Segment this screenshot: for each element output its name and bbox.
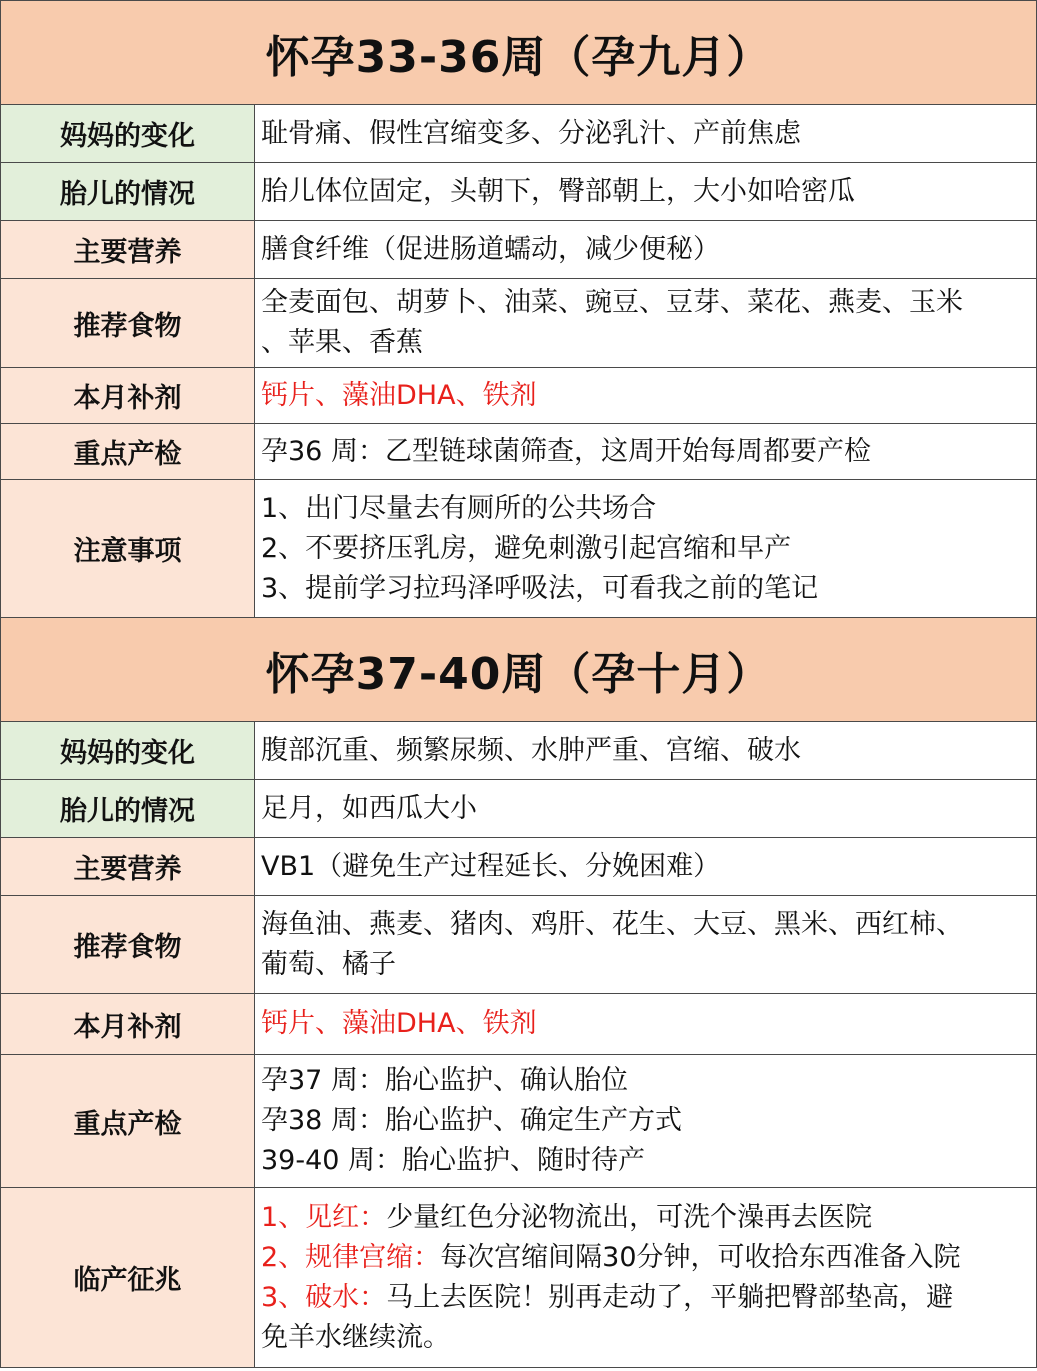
labor-sign-continuation: 免羊水继续流。 bbox=[261, 1321, 450, 1353]
row-value-baby-status: 胎儿体位固定，头朝下，臀部朝上，大小如哈密瓜 bbox=[255, 163, 1037, 221]
note-line: 1、出门尽量去有厕所的公共场合 bbox=[261, 492, 657, 524]
food-line: 葡萄、橘子 bbox=[261, 948, 396, 980]
row-value-baby-status: 足月，如西瓜大小 bbox=[255, 780, 1037, 838]
row-value-supplement: 钙片、藻油DHA、铁剂 bbox=[255, 994, 1037, 1055]
food-line: 全麦面包、胡萝卜、油菜、豌豆、豆芽、菜花、燕麦、玉米 bbox=[261, 287, 963, 318]
row-label-mom-changes: 妈妈的变化 bbox=[1, 105, 255, 163]
note-line: 2、不要挤压乳房，避免刺激引起宫缩和早产 bbox=[261, 532, 792, 564]
section-title-month10: 怀孕37-40周（孕十月） bbox=[1, 618, 1037, 722]
row-label-checkup: 重点产检 bbox=[1, 424, 255, 480]
checkup-line: 孕38 周：胎心监护、确定生产方式 bbox=[261, 1105, 682, 1136]
labor-sign-heading: 1、见红： bbox=[261, 1201, 387, 1233]
row-label-labor-signs: 临产征兆 bbox=[1, 1188, 255, 1368]
row-value-notes bbox=[255, 480, 1037, 618]
labor-sign-item bbox=[261, 1238, 1030, 1278]
row-label-checkup: 重点产检 bbox=[1, 1055, 255, 1188]
row-label-mom-changes: 妈妈的变化 bbox=[1, 722, 255, 780]
row-label-nutrition: 主要营养 bbox=[1, 838, 255, 896]
row-value-supplement: 钙片、藻油DHA、铁剂 bbox=[255, 368, 1037, 424]
labor-sign-item bbox=[261, 1198, 1030, 1238]
row-value-mom-changes: 耻骨痛、假性宫缩变多、分泌乳汁、产前焦虑 bbox=[255, 105, 1037, 163]
row-value-recommended-food bbox=[255, 896, 1037, 994]
row-value-mom-changes: 腹部沉重、频繁尿频、水肿严重、宫缩、破水 bbox=[255, 722, 1037, 780]
row-label-recommended-food: 推荐食物 bbox=[1, 279, 255, 368]
row-label-supplement: 本月补剂 bbox=[1, 994, 255, 1055]
row-label-baby-status: 胎儿的情况 bbox=[1, 163, 255, 221]
labor-sign-item bbox=[261, 1278, 1030, 1318]
labor-sign-text: 每次宫缩间隔30分钟，可收拾东西准备入院 bbox=[440, 1241, 961, 1273]
row-value-nutrition: VB1（避免生产过程延长、分娩困难） bbox=[255, 838, 1037, 896]
row-value-checkup bbox=[255, 1055, 1037, 1188]
row-label-recommended-food: 推荐食物 bbox=[1, 896, 255, 994]
labor-sign-heading: 3、破水： bbox=[261, 1281, 387, 1313]
food-line: 海鱼油、燕麦、猪肉、鸡肝、花生、大豆、黑米、西红柿、 bbox=[261, 908, 963, 940]
row-label-notes: 注意事项 bbox=[1, 480, 255, 618]
labor-sign-text: 马上去医院！别再走动了，平躺把臀部垫高，避 bbox=[386, 1281, 954, 1313]
row-label-supplement: 本月补剂 bbox=[1, 368, 255, 424]
section-title-month9: 怀孕33-36周（孕九月） bbox=[1, 1, 1037, 105]
row-value-nutrition: 膳食纤维（促进肠道蠕动，减少便秘） bbox=[255, 221, 1037, 279]
note-line: 3、提前学习拉玛泽呼吸法，可看我之前的笔记 bbox=[261, 572, 819, 604]
row-value-checkup: 孕36 周：乙型链球菌筛查，这周开始每周都要产检 bbox=[255, 424, 1037, 480]
checkup-line: 39-40 周：胎心监护、随时待产 bbox=[261, 1145, 646, 1176]
food-line: 、苹果、香蕉 bbox=[261, 327, 423, 358]
row-value-recommended-food bbox=[255, 279, 1037, 368]
labor-sign-text: 少量红色分泌物流出，可洗个澡再去医院 bbox=[386, 1201, 873, 1233]
row-value-labor-signs bbox=[255, 1188, 1037, 1368]
checkup-line: 孕37 周：胎心监护、确认胎位 bbox=[261, 1065, 628, 1096]
row-label-nutrition: 主要营养 bbox=[1, 221, 255, 279]
row-label-baby-status: 胎儿的情况 bbox=[1, 780, 255, 838]
labor-sign-heading: 2、规律宫缩： bbox=[261, 1241, 441, 1273]
